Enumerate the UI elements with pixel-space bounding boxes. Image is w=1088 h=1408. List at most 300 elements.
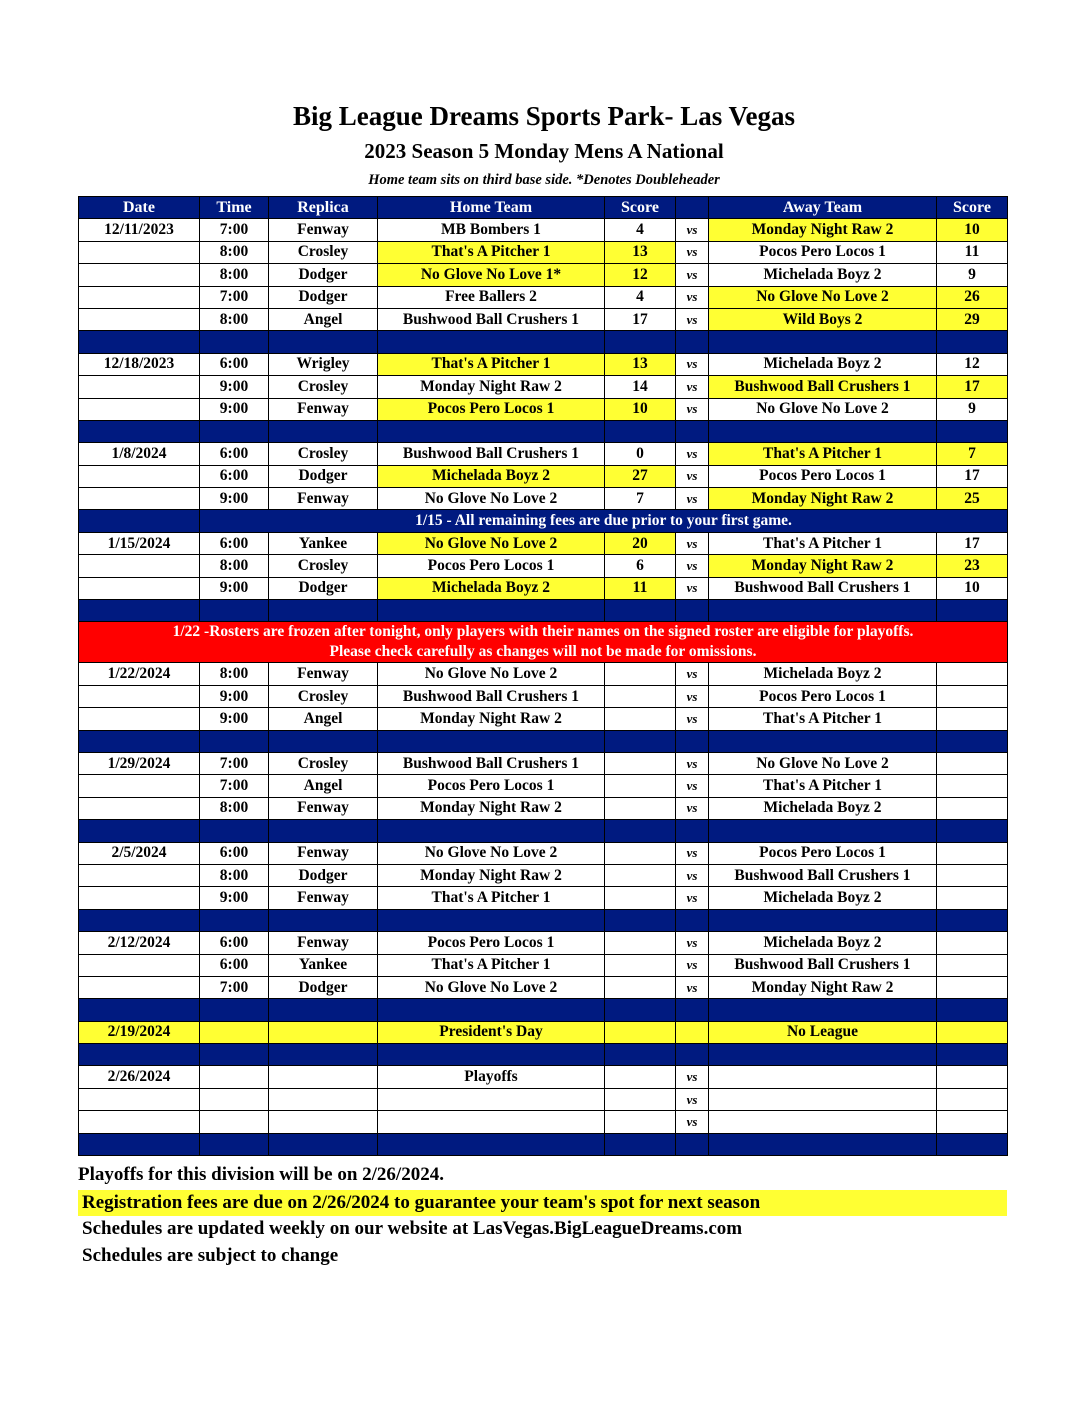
cell-time: 6:00 <box>200 954 269 976</box>
separator-cell <box>937 730 1008 752</box>
cell-home-score: 4 <box>605 219 676 241</box>
cell-home-team: Monday Night Raw 2 <box>378 708 605 730</box>
cell-vs: vs <box>676 376 709 398</box>
cell-away-score <box>937 932 1008 954</box>
cell-date: 1/15/2024 <box>79 532 200 554</box>
col-header-away-team: Away Team <box>709 197 937 219</box>
page-subtitle: 2023 Season 5 Monday Mens A National <box>364 139 724 163</box>
separator-cell <box>79 331 200 353</box>
cell-replica: Dodger <box>269 976 378 998</box>
cell-replica: Crosley <box>269 376 378 398</box>
roster-alert-line1: 1/22 -Rosters are frozen after tonight, only players with their names on the signed roster are eligible for playoffs. <box>172 623 914 641</box>
separator-cell <box>269 1044 378 1066</box>
col-header-date: Date <box>79 197 200 219</box>
cell-away-score <box>937 887 1008 909</box>
separator-cell <box>200 730 269 752</box>
cell-replica: Dodger <box>269 864 378 886</box>
cell-away-team: Monday Night Raw 2 <box>709 488 937 510</box>
cell-vs: vs <box>676 932 709 954</box>
cell-home-score <box>605 1088 676 1110</box>
separator-cell <box>269 730 378 752</box>
table-row <box>79 1066 1008 1088</box>
cell-vs: vs <box>676 219 709 241</box>
cell-date <box>79 954 200 976</box>
separator-cell <box>269 820 378 842</box>
table-row <box>79 353 1008 375</box>
cell-home-team: No Glove No Love 1* <box>378 264 605 286</box>
cell-home-team <box>378 1111 605 1133</box>
cell-replica <box>269 1021 378 1043</box>
separator-row <box>79 999 1008 1021</box>
footer-playoffs-note: Playoffs for this division will be on 2/26/2024. <box>78 1164 444 1185</box>
cell-away-score <box>937 775 1008 797</box>
footer-website-note: Schedules are updated weekly on our website at LasVegas.BigLeagueDreams.com <box>82 1218 743 1239</box>
separator-cell <box>676 1044 709 1066</box>
cell-home-score <box>605 708 676 730</box>
cell-time: 6:00 <box>200 842 269 864</box>
cell-home-score: 0 <box>605 443 676 465</box>
cell-away-team: Michelada Boyz 2 <box>709 353 937 375</box>
cell-vs: vs <box>676 398 709 420</box>
separator-cell <box>79 1044 200 1066</box>
cell-vs: vs <box>676 308 709 330</box>
separator-cell <box>200 909 269 931</box>
cell-time: 8:00 <box>200 555 269 577</box>
cell-replica: Crosley <box>269 752 378 774</box>
cell-home-team: Bushwood Ball Crushers 1 <box>378 443 605 465</box>
cell-time: 6:00 <box>200 353 269 375</box>
cell-away-score: 9 <box>937 398 1008 420</box>
cell-replica: Crosley <box>269 555 378 577</box>
cell-vs: vs <box>676 488 709 510</box>
cell-vs: vs <box>676 1111 709 1133</box>
cell-home-score <box>605 1066 676 1088</box>
separator-cell <box>378 820 605 842</box>
table-row <box>79 775 1008 797</box>
cell-away-score <box>937 663 1008 685</box>
cell-date <box>79 577 200 599</box>
separator-cell <box>937 420 1008 442</box>
cell-home-score <box>605 1111 676 1133</box>
separator-row <box>79 730 1008 752</box>
separator-cell <box>605 331 676 353</box>
cell-replica: Fenway <box>269 398 378 420</box>
separator-cell <box>200 331 269 353</box>
cell-home-score <box>605 752 676 774</box>
cell-away-team: Wild Boys 2 <box>709 308 937 330</box>
cell-date <box>79 775 200 797</box>
separator-cell <box>605 999 676 1021</box>
fees-notice-row <box>79 510 1008 532</box>
cell-home-score: 13 <box>605 241 676 263</box>
cell-home-team: No Glove No Love 2 <box>378 488 605 510</box>
cell-away-score: 12 <box>937 353 1008 375</box>
separator-cell <box>79 909 200 931</box>
table-row <box>79 308 1008 330</box>
cell-away-score <box>937 1088 1008 1110</box>
cell-vs: vs <box>676 663 709 685</box>
cell-home-score: 13 <box>605 353 676 375</box>
separator-cell <box>605 730 676 752</box>
table-row <box>79 264 1008 286</box>
cell-away-team: Pocos Pero Locos 1 <box>709 842 937 864</box>
table-row <box>79 219 1008 241</box>
separator-cell <box>605 909 676 931</box>
cell-home-score: 27 <box>605 465 676 487</box>
cell-time: 8:00 <box>200 864 269 886</box>
cell-away-score <box>937 976 1008 998</box>
cell-time: 7:00 <box>200 286 269 308</box>
cell-date <box>79 286 200 308</box>
footer-change-note: Schedules are subject to change <box>82 1245 339 1266</box>
cell-vs: vs <box>676 286 709 308</box>
cell-home-team: Monday Night Raw 2 <box>378 376 605 398</box>
cell-date <box>79 241 200 263</box>
holiday-row <box>79 1021 1008 1043</box>
table-row <box>79 976 1008 998</box>
cell-away-score: 11 <box>937 241 1008 263</box>
cell-date <box>79 685 200 707</box>
cell-home-team: Monday Night Raw 2 <box>378 864 605 886</box>
cell-away-score <box>937 842 1008 864</box>
separator-cell <box>378 730 605 752</box>
table-row <box>79 376 1008 398</box>
roster-alert <box>79 622 1008 663</box>
cell-vs: vs <box>676 708 709 730</box>
cell-date: 1/29/2024 <box>79 752 200 774</box>
header-note: Home team sits on third base side. *Denotes Doubleheader <box>368 172 720 188</box>
table-row <box>79 1088 1008 1110</box>
separator-cell <box>605 820 676 842</box>
separator-cell <box>676 909 709 931</box>
separator-cell <box>937 820 1008 842</box>
separator-cell <box>378 1044 605 1066</box>
col-header-replica: Replica <box>269 197 378 219</box>
cell-home-team: That's A Pitcher 1 <box>378 954 605 976</box>
separator-cell <box>200 1133 269 1155</box>
cell-vs: vs <box>676 532 709 554</box>
cell-away-team <box>709 1066 937 1088</box>
table-row <box>79 577 1008 599</box>
cell-date <box>79 887 200 909</box>
separator-cell <box>937 1133 1008 1155</box>
cell-time: 8:00 <box>200 241 269 263</box>
cell-home-team: No Glove No Love 2 <box>378 663 605 685</box>
cell-replica: Fenway <box>269 488 378 510</box>
cell-home-score: 7 <box>605 488 676 510</box>
cell-home-score <box>605 797 676 819</box>
cell-away-team: Michelada Boyz 2 <box>709 264 937 286</box>
cell-time <box>200 1066 269 1088</box>
separator-row <box>79 600 1008 622</box>
cell-home-team: Bushwood Ball Crushers 1 <box>378 752 605 774</box>
cell-date <box>79 308 200 330</box>
cell-home-score: 11 <box>605 577 676 599</box>
cell-time: 9:00 <box>200 708 269 730</box>
cell-date: 1/8/2024 <box>79 443 200 465</box>
cell-home-team: Pocos Pero Locos 1 <box>378 555 605 577</box>
footer-registration-note: Registration fees are due on 2/26/2024 to guarantee your team's spot for next season <box>78 1190 1007 1216</box>
cell-time: 8:00 <box>200 797 269 819</box>
separator-cell <box>79 420 200 442</box>
cell-vs: vs <box>676 775 709 797</box>
cell-time: 9:00 <box>200 685 269 707</box>
separator-cell <box>676 1133 709 1155</box>
cell-date: 2/5/2024 <box>79 842 200 864</box>
cell-away-score: 26 <box>937 286 1008 308</box>
separator-cell <box>79 600 200 622</box>
separator-cell <box>269 909 378 931</box>
separator-cell <box>709 909 937 931</box>
cell-date <box>79 488 200 510</box>
cell-away-score: 29 <box>937 308 1008 330</box>
separator-cell <box>378 600 605 622</box>
cell-vs <box>676 1021 709 1043</box>
cell-away-team: Michelada Boyz 2 <box>709 932 937 954</box>
cell-away-team: Monday Night Raw 2 <box>709 976 937 998</box>
cell-time: 6:00 <box>200 532 269 554</box>
separator-cell <box>676 999 709 1021</box>
cell-home-team: Free Ballers 2 <box>378 286 605 308</box>
cell-date: 12/18/2023 <box>79 353 200 375</box>
cell-home-score: 10 <box>605 398 676 420</box>
cell-time: 8:00 <box>200 308 269 330</box>
cell-vs: vs <box>676 555 709 577</box>
cell-date: 1/22/2024 <box>79 663 200 685</box>
cell-vs: vs <box>676 976 709 998</box>
separator-cell <box>378 420 605 442</box>
cell-time: 7:00 <box>200 976 269 998</box>
cell-away-team <box>709 1111 937 1133</box>
cell-away-team: Monday Night Raw 2 <box>709 219 937 241</box>
cell-home-team: No Glove No Love 2 <box>378 842 605 864</box>
cell-home-score <box>605 663 676 685</box>
cell-away-team: Monday Night Raw 2 <box>709 555 937 577</box>
cell-away-score: 17 <box>937 532 1008 554</box>
cell-home-team: That's A Pitcher 1 <box>378 887 605 909</box>
cell-away-score <box>937 752 1008 774</box>
cell-home-team: No Glove No Love 2 <box>378 532 605 554</box>
cell-replica: Yankee <box>269 954 378 976</box>
table-row <box>79 887 1008 909</box>
separator-cell <box>937 331 1008 353</box>
cell-time: 6:00 <box>200 932 269 954</box>
cell-replica: Fenway <box>269 663 378 685</box>
cell-away-score: 10 <box>937 219 1008 241</box>
cell-home-score: 6 <box>605 555 676 577</box>
separator-cell <box>79 730 200 752</box>
cell-home-team <box>378 1088 605 1110</box>
cell-time: 9:00 <box>200 577 269 599</box>
separator-cell <box>709 820 937 842</box>
separator-cell <box>378 1133 605 1155</box>
cell-home-score: 12 <box>605 264 676 286</box>
cell-replica: Dodger <box>269 264 378 286</box>
cell-away-score: 7 <box>937 443 1008 465</box>
cell-home-team: MB Bombers 1 <box>378 219 605 241</box>
cell-away-team: No Glove No Love 2 <box>709 752 937 774</box>
cell-away-score <box>937 708 1008 730</box>
fees-notice: 1/15 - All remaining fees are due prior to your first game. <box>200 510 1008 532</box>
cell-away-team: That's A Pitcher 1 <box>709 532 937 554</box>
separator-cell <box>676 820 709 842</box>
cell-time: 6:00 <box>200 465 269 487</box>
cell-time: 7:00 <box>200 752 269 774</box>
separator-cell <box>676 420 709 442</box>
cell-replica <box>269 1088 378 1110</box>
cell-time: 9:00 <box>200 488 269 510</box>
cell-away-team: Bushwood Ball Crushers 1 <box>709 954 937 976</box>
cell-home-team: That's A Pitcher 1 <box>378 241 605 263</box>
cell-away-team: That's A Pitcher 1 <box>709 775 937 797</box>
separator-cell <box>378 909 605 931</box>
cell-away-score <box>937 1111 1008 1133</box>
cell-vs: vs <box>676 264 709 286</box>
cell-away-score <box>937 1066 1008 1088</box>
cell-away-score: 9 <box>937 264 1008 286</box>
cell-away-team: Michelada Boyz 2 <box>709 887 937 909</box>
separator-cell <box>200 820 269 842</box>
cell-replica: Fenway <box>269 219 378 241</box>
cell-vs: vs <box>676 577 709 599</box>
table-row <box>79 465 1008 487</box>
cell-date <box>79 708 200 730</box>
separator-cell <box>709 1133 937 1155</box>
cell-replica <box>269 1111 378 1133</box>
table-row <box>79 708 1008 730</box>
separator-cell <box>605 1044 676 1066</box>
cell-time: 7:00 <box>200 219 269 241</box>
cell-date <box>79 465 200 487</box>
roster-alert-line2: Please check carefully as changes will not be made for omissions. <box>329 643 757 661</box>
cell-date <box>79 264 200 286</box>
cell-vs: vs <box>676 353 709 375</box>
cell-vs: vs <box>676 1066 709 1088</box>
cell-vs: vs <box>676 443 709 465</box>
cell-date <box>79 398 200 420</box>
cell-date: 12/11/2023 <box>79 219 200 241</box>
cell-home-team: Bushwood Ball Crushers 1 <box>378 685 605 707</box>
cell-date <box>79 555 200 577</box>
separator-cell <box>605 600 676 622</box>
separator-cell <box>709 600 937 622</box>
table-row <box>79 663 1008 685</box>
cell-time <box>200 1088 269 1110</box>
table-row <box>79 443 1008 465</box>
separator-cell <box>937 1044 1008 1066</box>
cell-away-score <box>937 1021 1008 1043</box>
cell-away-score: 17 <box>937 376 1008 398</box>
cell-replica: Fenway <box>269 887 378 909</box>
cell-away-team: Michelada Boyz 2 <box>709 663 937 685</box>
separator-cell <box>937 999 1008 1021</box>
cell-replica: Crosley <box>269 241 378 263</box>
table-row <box>79 797 1008 819</box>
cell-home-score <box>605 685 676 707</box>
cell-away-team: That's A Pitcher 1 <box>709 443 937 465</box>
cell-replica: Yankee <box>269 532 378 554</box>
cell-replica: Dodger <box>269 465 378 487</box>
cell-away-score: 23 <box>937 555 1008 577</box>
table-row <box>79 488 1008 510</box>
cell-away-score <box>937 954 1008 976</box>
holiday-name: President's Day <box>378 1021 605 1043</box>
cell-vs: vs <box>676 1088 709 1110</box>
table-row <box>79 532 1008 554</box>
cell-vs: vs <box>676 685 709 707</box>
cell-home-score: 14 <box>605 376 676 398</box>
cell-away-score <box>937 685 1008 707</box>
cell-home-team: Playoffs <box>378 1066 605 1088</box>
cell-home-score <box>605 775 676 797</box>
separator-cell <box>676 730 709 752</box>
cell-home-team: Pocos Pero Locos 1 <box>378 932 605 954</box>
cell-time: 6:00 <box>200 443 269 465</box>
separator-cell <box>676 600 709 622</box>
cell-home-score <box>605 842 676 864</box>
col-header-home-team: Home Team <box>378 197 605 219</box>
cell-replica: Fenway <box>269 797 378 819</box>
cell-home-score <box>605 1021 676 1043</box>
cell-time: 9:00 <box>200 887 269 909</box>
separator-row <box>79 420 1008 442</box>
cell-time: 9:00 <box>200 398 269 420</box>
separator-cell <box>79 510 200 532</box>
separator-cell <box>937 909 1008 931</box>
separator-cell <box>378 999 605 1021</box>
separator-cell <box>200 600 269 622</box>
cell-away-team: No Glove No Love 2 <box>709 286 937 308</box>
separator-row <box>79 820 1008 842</box>
col-header-home-score: Score <box>605 197 676 219</box>
cell-replica: Angel <box>269 775 378 797</box>
cell-away-team <box>709 1088 937 1110</box>
table-row <box>79 864 1008 886</box>
cell-vs: vs <box>676 241 709 263</box>
separator-cell <box>709 999 937 1021</box>
col-header-vs <box>676 197 709 219</box>
table-row <box>79 752 1008 774</box>
cell-date <box>79 376 200 398</box>
cell-home-team: Michelada Boyz 2 <box>378 465 605 487</box>
separator-cell <box>200 999 269 1021</box>
cell-date <box>79 797 200 819</box>
cell-away-team: Pocos Pero Locos 1 <box>709 241 937 263</box>
cell-date <box>79 1088 200 1110</box>
separator-row <box>79 909 1008 931</box>
table-row <box>79 555 1008 577</box>
cell-away-team: No Glove No Love 2 <box>709 398 937 420</box>
cell-replica: Wrigley <box>269 353 378 375</box>
cell-date <box>79 864 200 886</box>
col-header-away-score: Score <box>937 197 1008 219</box>
cell-vs: vs <box>676 752 709 774</box>
cell-date: 2/19/2024 <box>79 1021 200 1043</box>
schedule-table <box>78 196 1008 1156</box>
cell-away-score <box>937 797 1008 819</box>
cell-home-score <box>605 976 676 998</box>
roster-alert-row <box>79 622 1008 663</box>
separator-cell <box>269 600 378 622</box>
cell-home-team: Pocos Pero Locos 1 <box>378 398 605 420</box>
cell-time: 7:00 <box>200 775 269 797</box>
cell-away-team: Pocos Pero Locos 1 <box>709 465 937 487</box>
cell-away-team: Bushwood Ball Crushers 1 <box>709 376 937 398</box>
cell-date <box>79 976 200 998</box>
cell-time: 8:00 <box>200 264 269 286</box>
separator-cell <box>709 420 937 442</box>
separator-cell <box>605 420 676 442</box>
